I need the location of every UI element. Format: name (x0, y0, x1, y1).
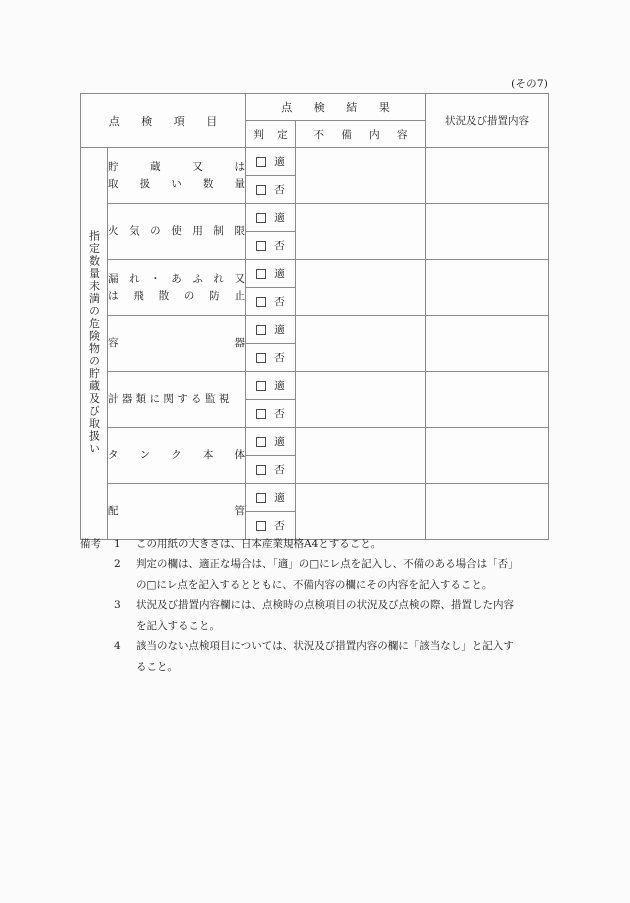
table-body (81, 148, 549, 540)
item-char: ク (171, 449, 182, 462)
remark-line: ること。 (136, 660, 178, 673)
judge-pass-cell[interactable] (246, 260, 296, 288)
status-measures-cell[interactable] (426, 204, 549, 260)
item-char: の (183, 289, 195, 302)
defect-content-cell[interactable] (296, 372, 426, 428)
item-char: 火 (108, 225, 119, 238)
item-name-cell-3 (108, 260, 246, 316)
item-char: あ (171, 273, 182, 286)
item-char: ・ (150, 273, 161, 286)
checkbox-icon[interactable] (256, 157, 266, 167)
remarks-section (80, 534, 570, 677)
checkbox-icon[interactable] (256, 437, 266, 447)
defect-content-cell[interactable] (296, 484, 426, 540)
remark-line: この用紙の大きさは、日本産業規格A4とすること。 (136, 538, 382, 550)
remarks-label: 備考 (80, 538, 101, 550)
defect-content-cell[interactable] (296, 148, 426, 204)
defect-content-cell[interactable] (296, 428, 426, 484)
item-char: 飛 (133, 289, 144, 302)
item-char: 管 (234, 505, 245, 518)
checkbox-icon[interactable] (256, 325, 266, 335)
header-judgement (246, 121, 296, 148)
item-line (108, 176, 245, 192)
table-row (81, 428, 549, 456)
item-char: 配 (108, 505, 119, 518)
remark-item-2 (114, 554, 570, 595)
judge-label: 適 (274, 436, 285, 448)
item-char: 貯 (108, 161, 119, 174)
form-number: (その7) (511, 78, 548, 90)
checkbox-icon[interactable] (256, 241, 266, 251)
remark-text (136, 534, 570, 554)
remark-number: 4 (114, 640, 121, 653)
remark-item-3 (114, 595, 570, 636)
judge-pass-cell[interactable] (246, 372, 296, 400)
defect-content-cell[interactable] (296, 204, 426, 260)
judge-label: 適 (274, 492, 285, 504)
table-row (81, 316, 549, 344)
status-measures-cell[interactable] (426, 428, 549, 484)
header-inspection-result-text: 点 検 結 果 (281, 101, 399, 114)
item-char: 本 (202, 449, 214, 462)
checkbox-icon[interactable] (256, 185, 266, 195)
remarks-row (80, 534, 570, 677)
item-char: 制 (213, 225, 224, 238)
item-name-cell-5 (108, 372, 246, 428)
header-status-measures (426, 94, 549, 148)
remark-line: 判定の欄は、適正な場合は、「適」の□にレ点を記入し、不備のある場合は「否」 (136, 558, 519, 571)
judge-pass-cell[interactable] (246, 316, 296, 344)
header-inspection-item-text: 点 検 項 目 (108, 114, 227, 128)
remark-line: の□にレ点を記入するとともに、不備内容の欄にその内容を記入すること。 (136, 578, 493, 591)
judge-label: 適 (274, 156, 285, 168)
table-row (81, 372, 549, 400)
item-char: 限 (234, 225, 245, 238)
item-char: は (108, 289, 119, 302)
checkbox-icon[interactable] (256, 353, 266, 363)
item-char: の (150, 225, 161, 238)
item-char: ふ (192, 273, 203, 286)
defect-content-cell[interactable] (296, 260, 426, 316)
status-measures-cell[interactable] (426, 372, 549, 428)
judge-fail-cell[interactable] (246, 232, 296, 260)
header-status-measures-text: 状況及び措置内容 (445, 115, 529, 127)
item-line (108, 288, 245, 304)
judge-label: 否 (274, 464, 285, 476)
judge-label: 否 (274, 352, 285, 364)
judge-fail-cell[interactable] (246, 456, 296, 484)
judge-label: 否 (274, 184, 285, 196)
judge-fail-cell[interactable] (246, 288, 296, 316)
item-line (108, 447, 245, 463)
item-line: 計 器 類 に 関 す る 監 視 (108, 393, 230, 406)
item-char: 用 (192, 225, 203, 238)
checkbox-icon[interactable] (256, 409, 266, 419)
item-name-cell-6 (108, 428, 246, 484)
judge-label: 否 (274, 520, 285, 532)
item-name-cell-1 (108, 148, 246, 204)
header-inspection-item (81, 94, 246, 148)
item-char: 防 (209, 289, 220, 302)
item-char: 容 (108, 337, 119, 350)
header-defect-content-text: 不 備 内 容 (313, 128, 415, 141)
item-char: 気 (129, 225, 140, 238)
remark-line: 状況及び措置内容欄には、点検時の点検項目の状況及び点検の際、措置した内容 (136, 599, 514, 612)
checkbox-icon[interactable] (256, 381, 266, 391)
judge-pass-cell[interactable] (246, 204, 296, 232)
judge-label: 否 (274, 408, 285, 420)
status-measures-cell[interactable] (426, 316, 549, 372)
item-name-cell-7 (108, 484, 246, 540)
judge-pass-cell[interactable] (246, 148, 296, 176)
item-char: 止 (234, 289, 245, 302)
checkbox-icon[interactable] (256, 269, 266, 279)
checkbox-icon[interactable] (256, 213, 266, 223)
judge-fail-cell[interactable] (246, 400, 296, 428)
remarks-body (114, 534, 570, 677)
checkbox-icon[interactable] (256, 465, 266, 475)
judge-label: 適 (274, 212, 285, 224)
judge-label: 否 (274, 296, 285, 308)
judge-pass-cell[interactable] (246, 484, 296, 512)
item-char: 使 (171, 225, 182, 238)
inspection-table (80, 93, 549, 540)
item-char: ン (139, 449, 151, 462)
item-char: 蔵 (150, 161, 161, 174)
judge-pass-cell[interactable] (246, 428, 296, 456)
item-char: 漏 (108, 273, 119, 286)
table-row (81, 148, 549, 176)
remark-text (136, 554, 570, 595)
item-char: 散 (158, 289, 170, 302)
table-row (81, 204, 549, 232)
judge-label: 否 (274, 240, 285, 252)
item-char: い (171, 177, 182, 190)
item-char: れ (213, 273, 224, 286)
checkbox-icon[interactable] (256, 493, 266, 503)
item-name-cell-2 (108, 204, 246, 260)
remark-item-4 (114, 636, 570, 677)
remark-number: 1 (114, 538, 121, 550)
item-char: は (234, 161, 245, 174)
judge-label: 適 (274, 268, 285, 280)
judge-label: 適 (274, 380, 285, 392)
item-line (108, 271, 245, 287)
status-measures-cell[interactable] (426, 148, 549, 204)
header-inspection-result (246, 94, 426, 121)
item-char: タ (108, 449, 119, 462)
item-line (108, 503, 245, 519)
item-char: 取 (108, 177, 119, 190)
item-char: 数 (202, 177, 214, 190)
item-line (108, 159, 245, 175)
status-measures-cell[interactable] (426, 484, 549, 540)
checkbox-icon[interactable] (256, 297, 266, 307)
item-char: 扱 (139, 177, 151, 190)
category-vertical-label (81, 148, 108, 540)
table-row (81, 260, 549, 288)
table-row (81, 484, 549, 512)
remark-item-1 (114, 534, 570, 554)
remark-number: 2 (114, 558, 121, 571)
item-line (108, 335, 245, 351)
remark-line: を記入すること。 (136, 619, 220, 632)
judge-label: 適 (274, 324, 285, 336)
header-judgement-text: 判 定 (253, 128, 293, 141)
remark-line: 該当のない点検項目については、状況及び措置内容の欄に「該当なし」と記入す (136, 640, 514, 653)
item-char: 量 (234, 177, 245, 190)
defect-content-cell[interactable] (296, 316, 426, 372)
checkbox-icon[interactable] (256, 521, 266, 531)
item-char: 又 (234, 273, 245, 286)
judge-fail-cell[interactable] (246, 344, 296, 372)
judge-fail-cell[interactable] (246, 176, 296, 204)
header-defect-content (296, 121, 426, 148)
remark-number: 3 (114, 599, 121, 612)
item-char: 又 (192, 161, 203, 174)
item-char: 体 (234, 449, 245, 462)
item-name-cell-4 (108, 316, 246, 372)
status-measures-cell[interactable] (426, 260, 549, 316)
item-line (108, 223, 245, 239)
remark-text (136, 636, 570, 677)
category-vertical-label-text: 指定数量未満の危険物の貯蔵及び取扱い (87, 229, 101, 455)
item-char: れ (129, 273, 140, 286)
remark-text (136, 595, 570, 636)
table-header (81, 94, 549, 148)
item-char: 器 (234, 337, 245, 350)
